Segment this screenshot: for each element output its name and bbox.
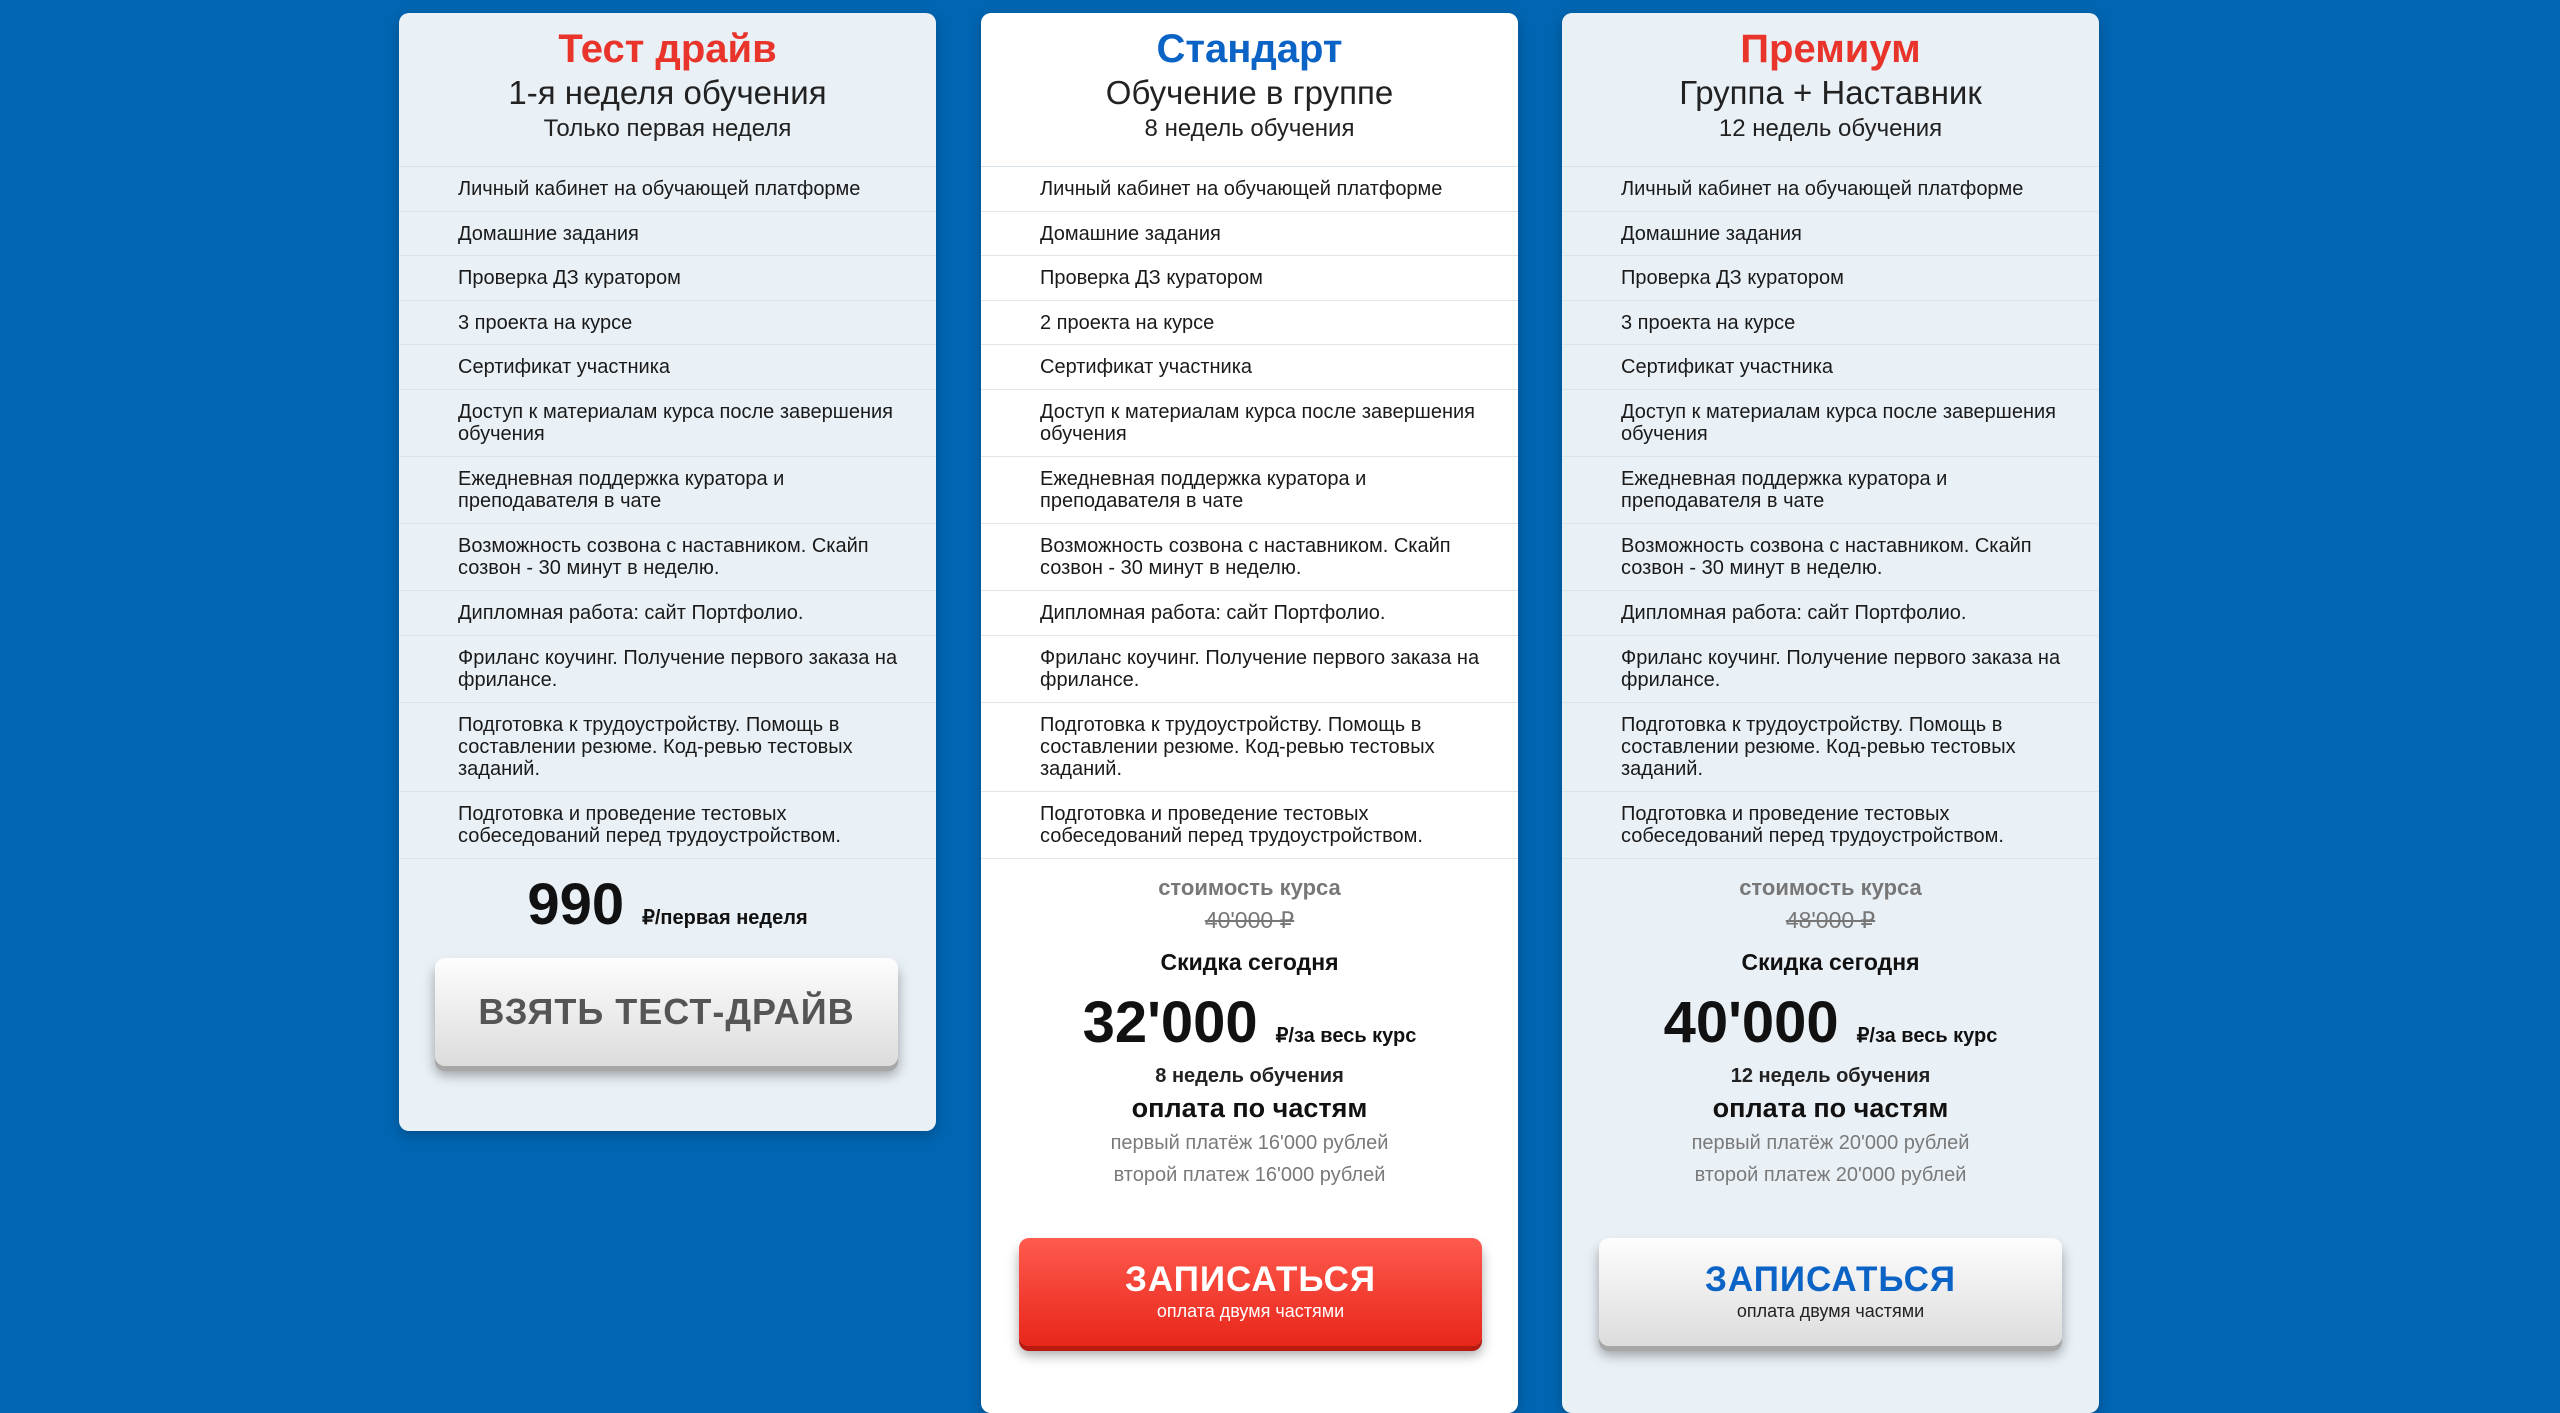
feature-item: Подготовка к трудоустройству. Помощь в составлении резюме. Код-ревью тестовых заданий. (981, 703, 1518, 792)
feature-item: Личный кабинет на обучающей платформе (1562, 167, 2099, 212)
installments-title: оплата по частям (1712, 1093, 1949, 1123)
price-value: 32'000 (1082, 990, 1258, 1055)
plan-header (1562, 13, 2099, 166)
discount-label: Скидка сегодня (1160, 949, 1339, 975)
button-label: ЗАПИСАТЬСЯ (1124, 1260, 1377, 1299)
feature-list (1562, 166, 2099, 859)
price-block (399, 873, 936, 937)
feature-item: Фриланс коучинг. Получение первого заказа на фрилансе. (1562, 636, 2099, 703)
feature-item: 3 проекта на курсе (399, 301, 936, 345)
plan-subtitle: Группа + Наставник (1679, 74, 1982, 111)
plan-header (981, 13, 1518, 166)
button-sublabel: оплата двумя частями (1156, 1301, 1345, 1321)
feature-item: Возможность созвона с наставником. Скайп созвон - 30 минут в неделю. (1562, 524, 2099, 591)
feature-item: Личный кабинет на обучающей платформе (399, 167, 936, 212)
price-block (981, 873, 1518, 1191)
feature-item: Фриланс коучинг. Получение первого заказа на фрилансе. (981, 636, 1518, 703)
plan-subtitle: Обучение в группе (1105, 74, 1394, 111)
feature-item: Проверка ДЗ куратором (1562, 256, 2099, 301)
feature-item: Личный кабинет на обучающей платформе (981, 167, 1518, 212)
feature-item: Ежедневная поддержка куратора и преподавателя в чате (981, 457, 1518, 524)
discount-label: Скидка сегодня (1741, 949, 1920, 975)
feature-item: Подготовка к трудоустройству. Помощь в составлении резюме. Код-ревью тестовых заданий. (1562, 703, 2099, 792)
price-row (399, 873, 936, 937)
weeks-note: 12 недель обучения (1730, 1065, 1931, 1087)
feature-item: Дипломная работа: сайт Портфолио. (1562, 591, 2099, 636)
plan-card-test-drive (399, 13, 936, 1131)
payment-first: первый платёж 20'000 рублей (1691, 1132, 1970, 1154)
feature-item: Проверка ДЗ куратором (981, 256, 1518, 301)
price-value: 40'000 (1663, 990, 1839, 1055)
price-row (981, 991, 1518, 1055)
plan-subtitle: 1-я неделя обучения (508, 74, 827, 111)
feature-item: Домашние задания (399, 212, 936, 256)
feature-item: Подготовка и проведение тестовых собеседований перед трудоустройством. (981, 792, 1518, 859)
feature-item: 2 проекта на курсе (981, 301, 1518, 345)
feature-item: Фриланс коучинг. Получение первого заказа на фрилансе. (399, 636, 936, 703)
plan-name: Премиум (1740, 27, 1921, 71)
feature-item: Доступ к материалам курса после завершения обучения (981, 390, 1518, 457)
cost-label: стоимость курса (1739, 875, 1922, 900)
button-sublabel: оплата двумя частями (1736, 1301, 1925, 1321)
price-row (1562, 991, 2099, 1055)
button-label: ЗАПИСАТЬСЯ (1704, 1260, 1957, 1299)
payment-second: второй платеж 16'000 рублей (1113, 1164, 1386, 1186)
feature-item: Дипломная работа: сайт Портфолио. (981, 591, 1518, 636)
installments-title: оплата по частям (1131, 1093, 1368, 1123)
plan-header (399, 13, 936, 166)
feature-item: Домашние задания (981, 212, 1518, 256)
plan-name: Тест драйв (558, 27, 777, 71)
feature-item: Дипломная работа: сайт Портфолио. (399, 591, 936, 636)
take-test-drive-button[interactable] (435, 958, 898, 1066)
plan-duration: 8 недель обучения (1144, 115, 1355, 142)
price-unit: ₽/за весь курс (1275, 1025, 1417, 1047)
payment-first: первый платёж 16'000 рублей (1110, 1132, 1389, 1154)
price-unit: ₽/первая неделя (642, 907, 808, 929)
feature-item: Домашние задания (1562, 212, 2099, 256)
plan-name: Стандарт (1156, 27, 1343, 71)
feature-item: Ежедневная поддержка куратора и преподавателя в чате (1562, 457, 2099, 524)
price-unit: ₽/за весь курс (1856, 1025, 1998, 1047)
feature-item: Подготовка и проведение тестовых собеседований перед трудоустройством. (399, 792, 936, 859)
feature-item: Возможность созвона с наставником. Скайп созвон - 30 минут в неделю. (399, 524, 936, 591)
feature-item: Возможность созвона с наставником. Скайп созвон - 30 минут в неделю. (981, 524, 1518, 591)
feature-item: Сертификат участника (981, 345, 1518, 390)
feature-list (399, 166, 936, 859)
enroll-button-standard[interactable] (1019, 1238, 1482, 1346)
plan-duration: 12 недель обучения (1718, 115, 1943, 142)
plan-card-standard (981, 13, 1518, 1413)
plan-card-premium (1562, 13, 2099, 1413)
old-price: 40'000 ₽ (1204, 907, 1295, 933)
cost-label: стоимость курса (1158, 875, 1341, 900)
feature-list (981, 166, 1518, 859)
feature-item: Доступ к материалам курса после завершения обучения (1562, 390, 2099, 457)
feature-item: Подготовка и проведение тестовых собеседований перед трудоустройством. (1562, 792, 2099, 859)
enroll-button-premium[interactable] (1599, 1238, 2062, 1346)
feature-item: Ежедневная поддержка куратора и преподавателя в чате (399, 457, 936, 524)
feature-item: Сертификат участника (399, 345, 936, 390)
feature-item: Сертификат участника (1562, 345, 2099, 390)
price-value: 990 (527, 872, 625, 937)
plan-duration: Только первая неделя (543, 115, 792, 142)
feature-item: Подготовка к трудоустройству. Помощь в составлении резюме. Код-ревью тестовых заданий. (399, 703, 936, 792)
old-price: 48'000 ₽ (1785, 907, 1876, 933)
feature-item: Доступ к материалам курса после завершения обучения (399, 390, 936, 457)
price-block (1562, 873, 2099, 1191)
payment-second: второй платеж 20'000 рублей (1694, 1164, 1967, 1186)
weeks-note: 8 недель обучения (1155, 1065, 1344, 1087)
feature-item: 3 проекта на курсе (1562, 301, 2099, 345)
feature-item: Проверка ДЗ куратором (399, 256, 936, 301)
button-label: ВЗЯТЬ ТЕСТ-ДРАЙВ (478, 991, 855, 1032)
